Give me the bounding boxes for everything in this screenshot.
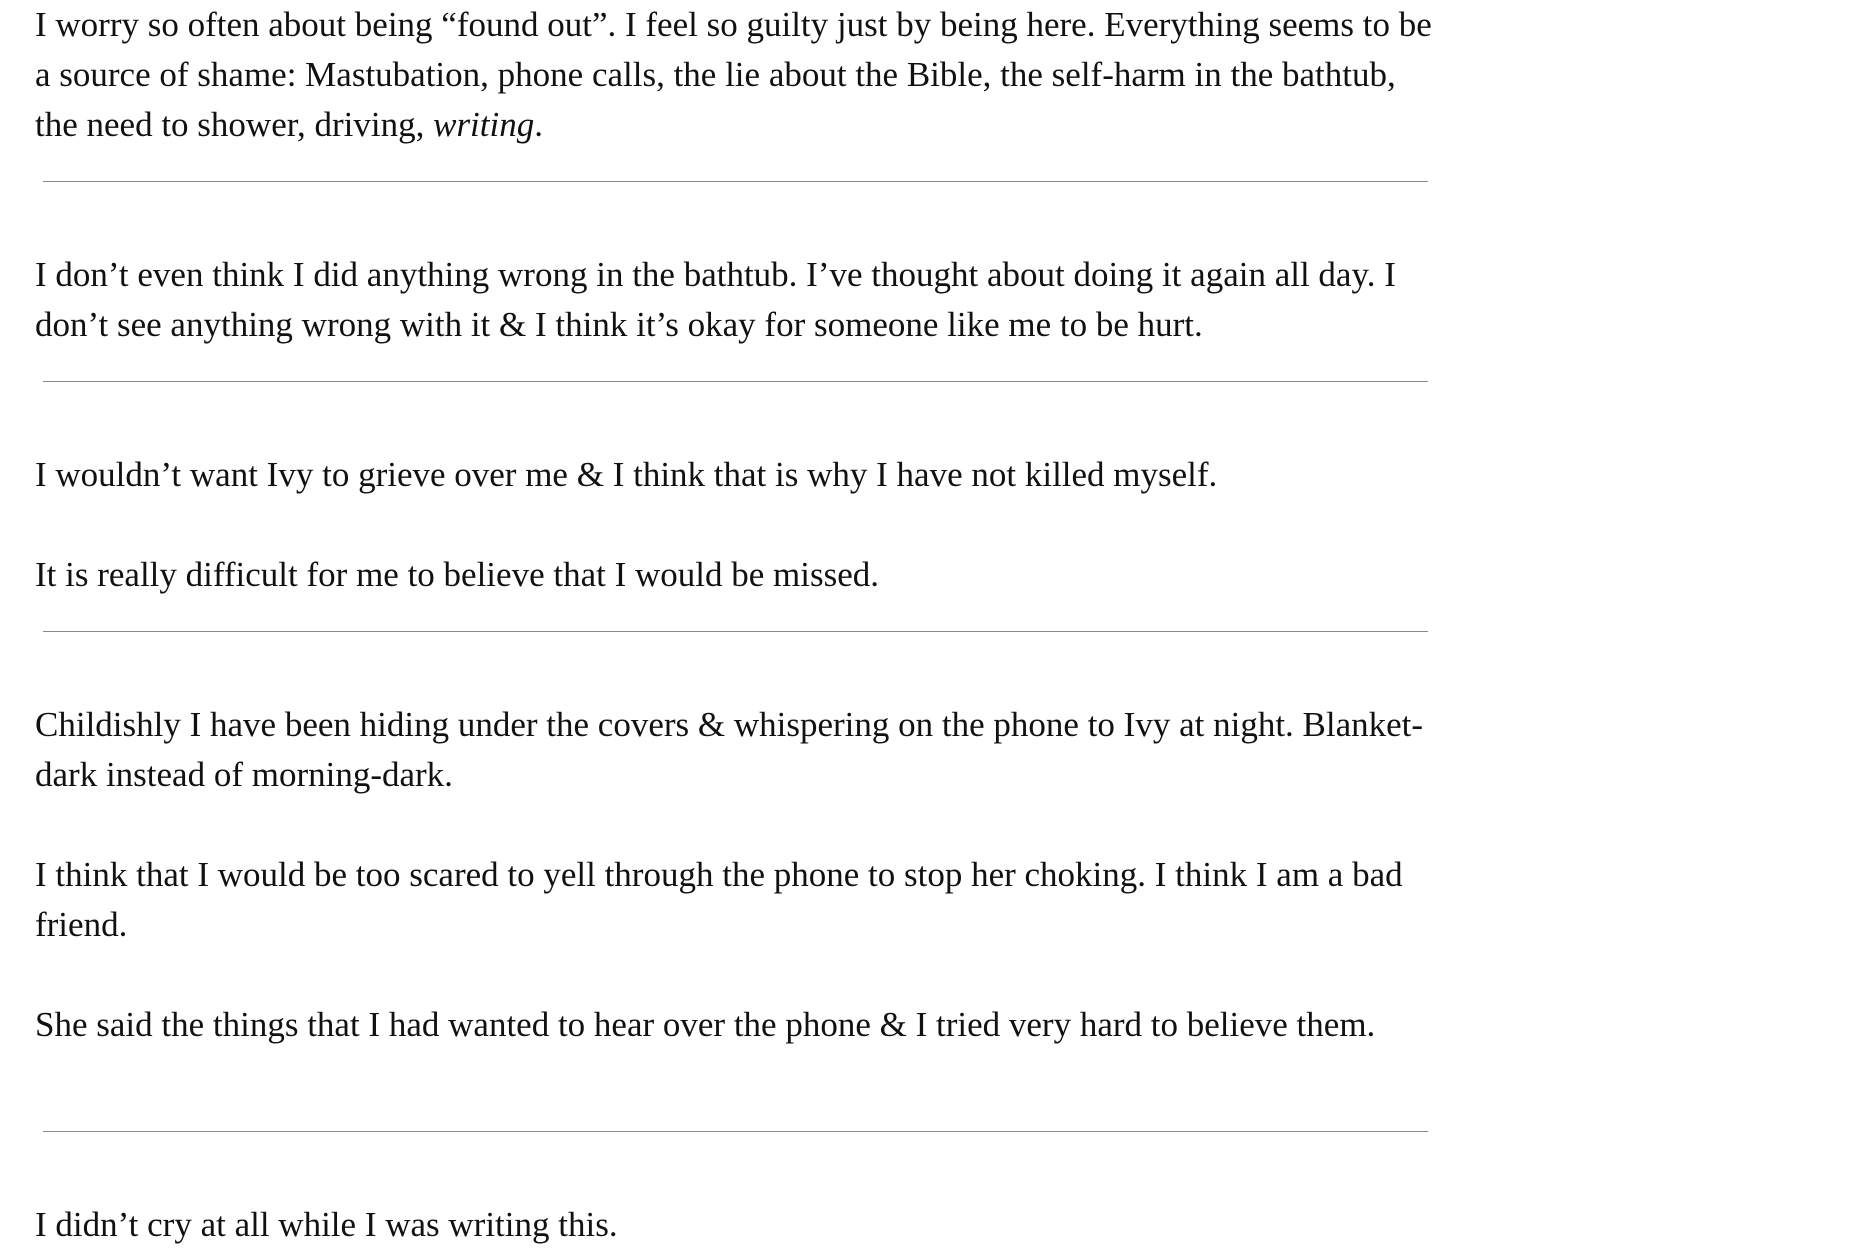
entry-paragraph: I wouldn’t want Ivy to grieve over me & I think that is why I have not killed myself. <box>35 455 1218 494</box>
entry-paragraph: Childishly I have been hiding under the covers & whispering on the phone to Ivy at night. Blanket-dark instead of morning-dark. <box>35 705 1424 794</box>
entry-2 <box>35 250 1445 350</box>
entry-paragraph: I think that I would be too scared to yell through the phone to stop her choking. I think I am a bad friend. <box>35 855 1403 944</box>
entry-3 <box>35 450 1445 600</box>
entry-paragraph: I didn’t cry at all while I was writing this. <box>35 1205 618 1244</box>
entry-5 <box>35 1200 1445 1250</box>
entry-1 <box>35 0 1445 150</box>
section-divider <box>43 181 1428 182</box>
section-divider <box>43 631 1428 632</box>
entry-paragraph <box>35 0 1445 150</box>
entry-paragraph: It is really difficult for me to believe that I would be missed. <box>35 555 879 594</box>
emphasized-word: writing <box>433 105 535 144</box>
entry-paragraph: I don’t even think I did anything wrong in the bathtub. I’ve thought about doing it again all day. I don’t see anything wrong with it & I think it’s okay for someone like me to be hurt. <box>35 255 1396 344</box>
paragraph-tail: . <box>534 105 543 144</box>
section-divider <box>43 381 1428 382</box>
section-divider <box>43 1131 1428 1132</box>
paragraph-text: I worry so often about being “found out”. I feel so guilty just by being here. Everything seems to be a source of shame: Mastubation, phone calls, the lie about the Bible, the self-harm in the bathtub, the need to shower, driving, <box>35 5 1432 144</box>
entry-paragraph: She said the things that I had wanted to hear over the phone & I tried very hard to believe them. <box>35 1005 1376 1044</box>
entry-4 <box>35 700 1445 1050</box>
